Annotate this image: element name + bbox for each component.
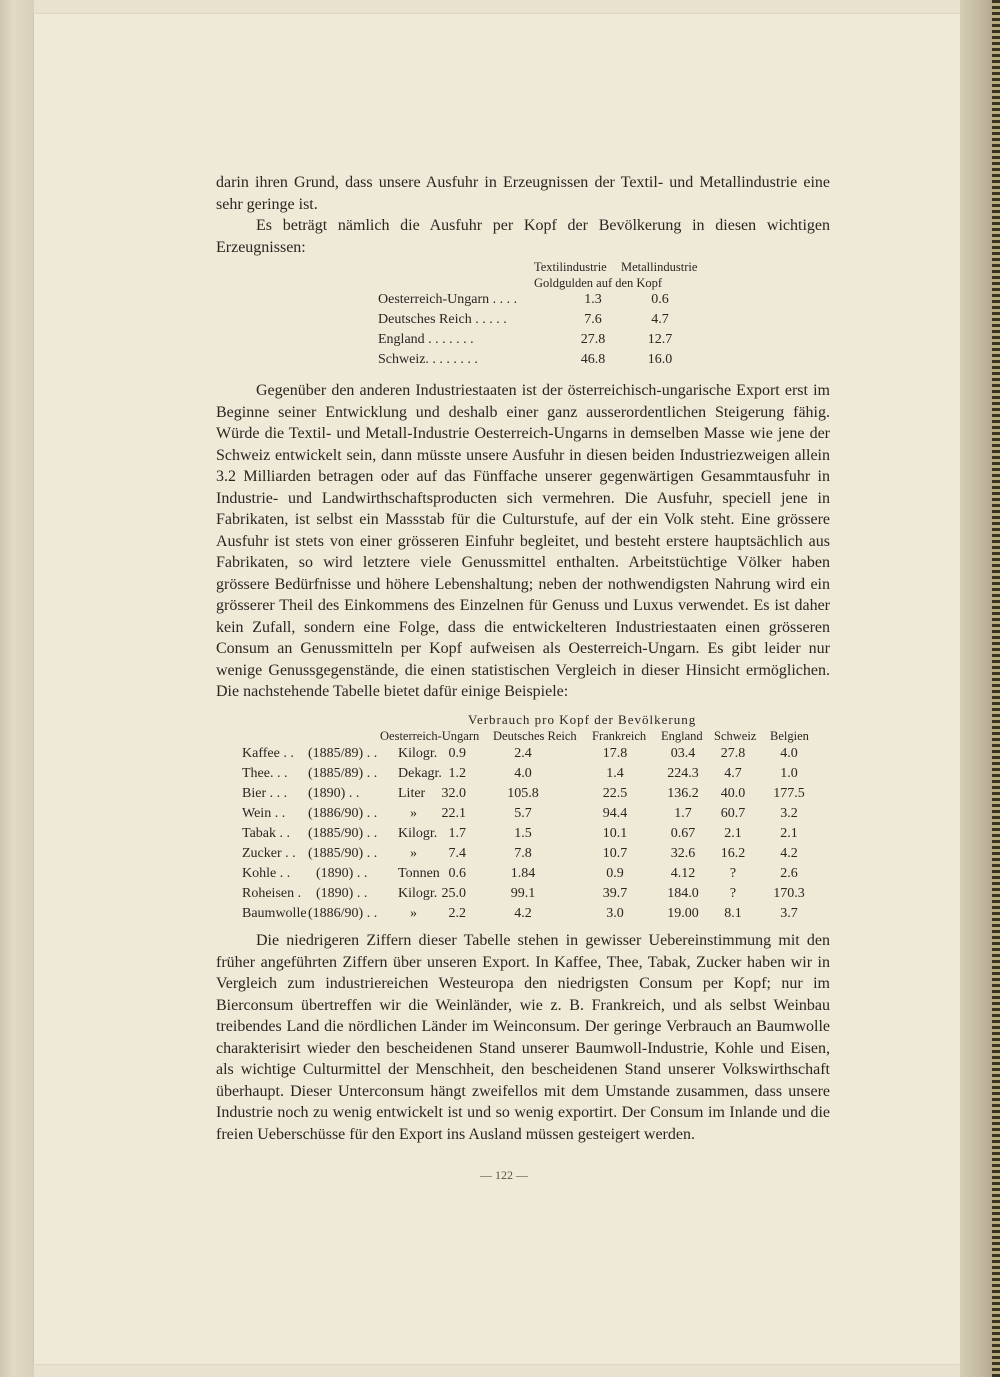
export-row-metall: 16.0 — [647, 352, 673, 367]
cell-fr: 17.8 — [602, 746, 628, 761]
cell-en: 4.12 — [670, 866, 696, 881]
export-unit: Goldgulden auf den Kopf — [534, 276, 663, 290]
cell-de: 7.8 — [514, 846, 532, 861]
cell-ch: 16.2 — [720, 846, 746, 861]
cell-oe: 0.6 — [448, 866, 466, 881]
cell-item: Roheisen . — [242, 886, 302, 901]
header-england: England — [661, 729, 703, 743]
cell-year: (1885/90) . . — [308, 826, 378, 841]
export-row — [378, 292, 708, 312]
page-number: — 122 — — [480, 1168, 528, 1182]
cell-de: 4.2 — [514, 906, 532, 921]
cell-ch: 8.1 — [724, 906, 742, 921]
export-row-label: Oesterreich-Ungarn . . . . — [378, 292, 518, 307]
export-row-metall: 4.7 — [651, 312, 669, 327]
header-deutsches-reich: Deutsches Reich — [493, 729, 577, 743]
cell-unit: Kilogr. — [398, 746, 438, 761]
cell-ch: 40.0 — [720, 786, 746, 801]
cell-item: Bier . . . — [242, 786, 288, 801]
cell-be: 2.6 — [780, 866, 798, 881]
export-row-textil: 46.8 — [580, 352, 606, 367]
cell-de: 105.8 — [507, 786, 539, 801]
cell-en: 224.3 — [667, 766, 699, 781]
cell-unit: Tonnen — [398, 866, 440, 881]
cell-en: 136.2 — [667, 786, 699, 801]
table-row — [240, 766, 820, 786]
cell-item: Zucker . . — [242, 846, 296, 861]
cell-oe: 22.1 — [441, 806, 466, 821]
export-row-textil: 7.6 — [584, 312, 602, 327]
cell-be: 3.7 — [780, 906, 798, 921]
cell-unit: » — [410, 806, 417, 821]
cell-item: Kohle . . — [242, 866, 291, 881]
table-row — [240, 886, 820, 906]
cell-oe: 2.2 — [448, 906, 466, 921]
cell-be: 3.2 — [780, 806, 798, 821]
cell-de: 4.0 — [514, 766, 532, 781]
paragraph-1 — [216, 172, 830, 258]
paragraph-2-text: Es beträgt nämlich die Ausfuhr per Kopf der Bevölkerung in diesen wichtigen Erzeugnissen: — [216, 217, 830, 256]
cell-de: 1.5 — [514, 826, 532, 841]
cell-fr: 10.7 — [602, 846, 628, 861]
header-schweiz: Schweiz — [714, 729, 757, 743]
cell-be: 170.3 — [773, 886, 805, 901]
cell-de: 1.84 — [510, 866, 536, 881]
paragraph-3 — [216, 380, 830, 703]
table-row — [240, 786, 820, 806]
table-row — [240, 846, 820, 866]
cell-year: (1885/89) . . — [308, 766, 378, 781]
cell-en: 1.7 — [674, 806, 692, 821]
export-row-textil: 27.8 — [580, 332, 606, 347]
cell-year: (1885/90) . . — [308, 846, 378, 861]
export-col-textil: Textilindustrie — [534, 260, 607, 274]
cell-de: 2.4 — [514, 746, 532, 761]
table-row — [240, 806, 820, 826]
table-row — [240, 906, 820, 926]
cell-year: (1886/90) . . — [308, 806, 378, 821]
cell-ch: ? — [729, 866, 737, 881]
export-row-label: England . . . . . . . — [378, 332, 474, 347]
table-row — [240, 826, 820, 846]
cell-en: 32.6 — [670, 846, 696, 861]
cell-fr: 3.0 — [606, 906, 624, 921]
paragraph-1-text: darin ihren Grund, dass unsere Ausfuhr in Erzeugnissen der Textil- und Metallindustrie eine sehr geringe ist. — [216, 174, 830, 213]
export-row — [378, 332, 708, 352]
cell-unit: » — [410, 846, 417, 861]
cell-year: (1886/90) . . — [308, 906, 378, 921]
cell-year: (1890) . . — [308, 786, 360, 801]
cell-en: 19.00 — [667, 906, 699, 921]
cell-unit: Dekagr. — [398, 766, 442, 781]
cell-ch: 27.8 — [720, 746, 746, 761]
header-oesterreich: Oesterreich-Ungarn — [380, 729, 480, 743]
export-row — [378, 312, 708, 332]
export-row-label: Deutsches Reich . . . . . — [378, 312, 507, 327]
cell-be: 1.0 — [780, 766, 798, 781]
cell-oe: 0.9 — [448, 746, 466, 761]
cell-fr: 10.1 — [602, 826, 628, 841]
header-frankreich: Frankreich — [592, 729, 647, 743]
cell-ch: 4.7 — [724, 766, 742, 781]
cell-item: Tabak . . — [242, 826, 291, 841]
cell-fr: 94.4 — [602, 806, 628, 821]
cell-ch: 60.7 — [720, 806, 746, 821]
paragraph-3-text: Gegenüber den anderen Industriestaaten ist der österreichisch-ungarische Export erst im Beginne seiner Entwicklung und deshalb einer ganz ausserordentlichen Steigerung fähig. Würde die Textil- und Metall-Industrie Oesterreich-Ungarns in demselben Masse wie jene der Schweiz entwickelt sein, dann müsste unsere Ausfuhr in diesen beiden Industriezweigen allein 3.2 Milliarden betragen oder auf das Fünffache unserer gegenwärtigen Gesammtausfuhr in Industrie- und Landwirthschaftsproducten sich vermehren. Die Ausfuhr, speciell jene in Fabrikaten, ist selbst ein Massstab für die Culturstufe, auf der ein Volk steht. Eine grössere Ausfuhr ist stets von einer grösseren Einfuhr begleitet, und besteht erstere hauptsächlich aus Fabrikaten, so wird letztere viele Genussmittel enthalten. Arbeitstüchtige Völker haben grössere Bedürfnisse und höhere Lebenshaltung; neben der nothwendigsten Nahrung wird ein grösserer Theil des Einkommens des Einzelnen für Genuss und Luxus verwendet. Es ist daher kein Zufall, sondern eine Folge, dass die entwickelteren Industriestaaten einen grösseren Consum an Genussmitteln per Kopf aufweisen als Oesterreich-Ungarn. Es gibt leider nur wenige Genussgegenstände, die einen statistischen Vergleich in dieser Hinsicht ermöglichen. Die nachstehende Tabelle bietet dafür einige Beispiele: — [216, 382, 830, 700]
cell-year: (1890) . . — [316, 886, 368, 901]
export-col-metall: Metallindustrie — [621, 260, 698, 274]
cell-en: 03.4 — [670, 746, 696, 761]
consumption-title: Verbrauch pro Kopf der Bevölkerung — [468, 712, 697, 727]
export-row-metall: 0.6 — [651, 292, 669, 307]
cell-year: (1890) . . — [316, 866, 368, 881]
cell-oe: 1.2 — [448, 766, 466, 781]
cell-de: 99.1 — [510, 886, 536, 901]
cell-item: Kaffee . . — [242, 746, 294, 761]
paragraph-4 — [216, 930, 830, 1145]
cell-en: 184.0 — [667, 886, 699, 901]
cell-fr: 0.9 — [606, 866, 624, 881]
cell-item: Baumwolle — [242, 906, 307, 921]
cell-be: 2.1 — [780, 826, 798, 841]
cell-year: (1885/89) . . — [308, 746, 378, 761]
table-row — [240, 866, 820, 886]
export-row — [378, 352, 708, 372]
cell-unit: Kilogr. — [398, 886, 438, 901]
export-row-label: Schweiz. . . . . . . . — [378, 352, 478, 367]
binding-strip — [992, 0, 1000, 1377]
cell-oe: 25.0 — [441, 886, 466, 901]
cell-fr: 1.4 — [606, 766, 624, 781]
cell-unit: Liter — [398, 786, 426, 801]
cell-oe: 7.4 — [448, 846, 466, 861]
cell-oe: 32.0 — [441, 786, 466, 801]
cell-item: Wein . . — [242, 806, 286, 821]
cell-de: 5.7 — [514, 806, 532, 821]
cell-ch: ? — [729, 886, 737, 901]
paragraph-4-text: Die niedrigeren Ziffern dieser Tabelle stehen in gewisser Uebereinstimmung mit den früher angeführten Ziffern über unseren Export. In Kaffee, Thee, Tabak, Zucker haben wir in Vergleich zum industriereichen Westeuropa den niedrigsten Consum per Kopf; nur im Bierconsum übertreffen wir die Weinländer, wie z. B. Frankreich, und als selbst Weinbau treibendes Land die nördlichen Länder im Weinconsum. Der geringe Verbrauch an Baumwolle charakterisirt wieder den bescheidenen Stand unserer Baumwoll-Industrie, Kohle und Eisen, als wichtige Culturmittel der Menschheit, den bescheidenen Stand unserer Volkswirthschaft überhaupt. Dieser Unterconsum hängt zweifellos mit dem Umstande zusammen, dass unsere Industrie noch zu wenig entwickelt ist und so wenig exportirt. Der Consum im Inlande und die freien Ueberschüsse für den Export ins Ausland müssen gesteigert werden. — [216, 932, 830, 1143]
cell-fr: 22.5 — [602, 786, 628, 801]
cell-be: 4.2 — [780, 846, 798, 861]
cell-fr: 39.7 — [602, 886, 628, 901]
table-row — [240, 746, 820, 766]
cell-oe: 1.7 — [448, 826, 466, 841]
cell-unit: Kilogr. — [398, 826, 438, 841]
cell-ch: 2.1 — [724, 826, 742, 841]
export-row-textil: 1.3 — [584, 292, 602, 307]
cell-be: 177.5 — [773, 786, 805, 801]
cell-be: 4.0 — [780, 746, 798, 761]
cell-unit: » — [410, 906, 417, 921]
cell-en: 0.67 — [670, 826, 696, 841]
export-row-metall: 12.7 — [647, 332, 673, 347]
header-belgien: Belgien — [770, 729, 809, 743]
cell-item: Thee. . . — [242, 766, 288, 781]
scan-edge-left — [0, 0, 34, 1377]
